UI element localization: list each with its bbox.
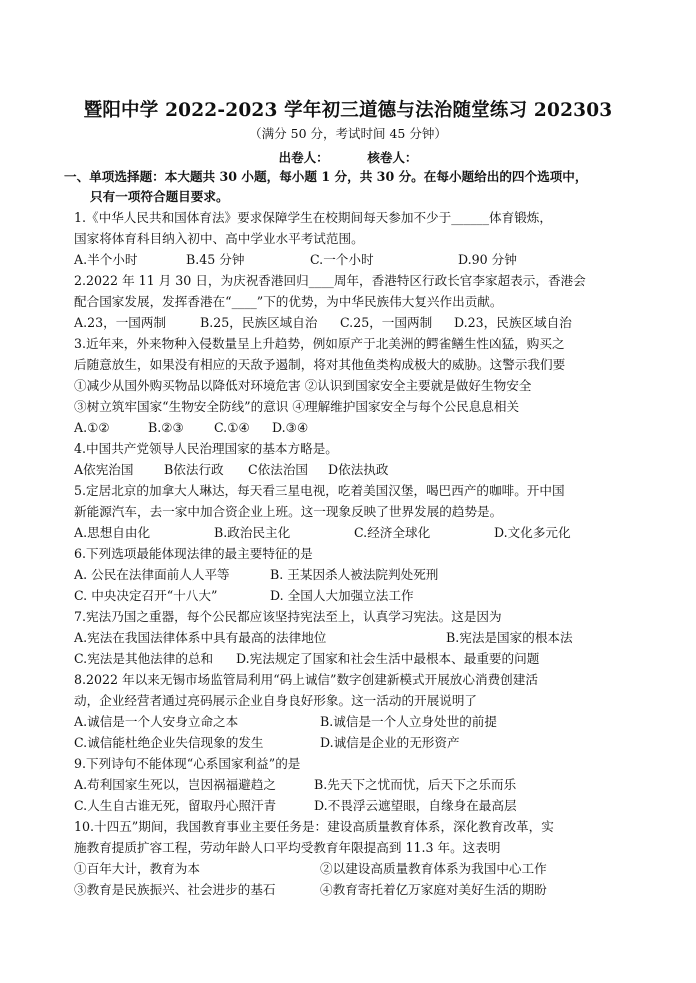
question-8-text: 动，企业经营者通过亮码展示企业自身良好形象。这一活动的开展说明了 — [74, 693, 477, 708]
q10-option-2: ②以建设高质量教育体系为我国中心工作 — [320, 861, 547, 876]
q10-option-4: ④教育寄托着亿万家庭对美好生活的期盼 — [320, 882, 547, 897]
q2-option-c: C.25，一国两制 — [340, 315, 433, 330]
q6-option-c: C. 中央决定召开“十八大” — [74, 588, 218, 603]
q3-option-d: D.③④ — [272, 420, 309, 435]
authors-line — [0, 148, 696, 166]
question-4-text: 4.中国共产党领导人民治理国家的基本方略是。 — [74, 441, 338, 456]
question-7-text: 7.宪法乃国之重器，每个公民都应该坚持宪法至上，认真学习宪法。这是因为 — [74, 609, 502, 624]
question-5-text: 新能源汽车，去一家中加合资企业上班。这一现象反映了世界发展的趋势是。 — [74, 504, 503, 519]
checker-label: 核卷人： — [367, 150, 418, 165]
q5-option-c: C.经济全球化 — [354, 525, 431, 540]
q3-option-c: C.①④ — [214, 420, 250, 435]
q8-option-d: D.诚信是企业的无形资产 — [320, 735, 460, 750]
question-3-text: 3.近年来，外来物种入侵数量呈上升趋势，例如原产于北美洲的鳄雀鳝生性凶猛，购买之 — [74, 336, 565, 351]
q5-option-a: A.思想自由化 — [74, 525, 151, 540]
question-10-text: 10.十四五”期间，我国教育事业主要任务是：建设高质量教育体系，深化教育改革，实 — [74, 819, 554, 834]
setter-label: 出卷人： — [278, 150, 329, 165]
q1-option-b: B.45 分钟 — [186, 252, 245, 267]
q1-option-c: C.一个小时 — [310, 252, 374, 267]
q2-option-a: A.23，一国两制 — [74, 315, 167, 330]
q9-option-d: D.不畏浮云遮望眼，自缘身在最高层 — [314, 798, 517, 813]
question-2-text: 2.2022 年 11 月 30 日，为庆祝香港回归____周年，香港特区行政长官李家超表示，香港会 — [74, 273, 586, 288]
q4-option-a: A依宪治国 — [74, 462, 134, 477]
q8-option-a: A.诚信是一个人安身立命之本 — [74, 714, 239, 729]
question-5-text: 5.定居北京的加拿大人琳达，每天看三星电视，吃着美国汉堡，喝巴西产的咖啡。开中国 — [74, 483, 565, 498]
q7-option-c: C.宪法是其他法律的总和 — [74, 651, 214, 666]
question-9-text: 9.下列诗句不能体现“心系国家利益”的是 — [74, 756, 301, 771]
question-8-text: 8.2022 年以来无锡市场监管局利用“码上诚信”数字创建新模式开展放心消费创建活 — [74, 672, 538, 687]
section-heading: 一、单项选择题：本大题共 30 小题，每小题 1 分，共 30 分。在每小题给出的四个选项中， — [64, 169, 588, 184]
question-6-text: 6.下列选项最能体现法律的最主要特征的是 — [74, 546, 313, 561]
question-1-text: 1.《中华人民共和国体育法》要求保障学生在校期间每天参加不少于______体育锻炼， — [74, 210, 552, 225]
question-1-text: 国家将体育科目纳入初中、高中学业水平考试范围。 — [74, 231, 364, 246]
q2-option-b: B.25，民族区域自治 — [200, 315, 318, 330]
q5-option-b: B.政治民主化 — [214, 525, 291, 540]
q4-option-c: C依法治国 — [248, 462, 309, 477]
exam-subtitle: （满分 50 分，考试时间 45 分钟） — [249, 126, 447, 141]
question-3-text: ③树立筑牢国家“生物安全防线”的意识 ④理解维护国家安全与每个公民息息相关 — [74, 399, 520, 414]
q7-option-d: D.宪法规定了国家和社会生活中最根本、最重要的问题 — [236, 651, 540, 666]
question-10-text: 施教育提质扩容工程，劳动年龄人口平均受教育年限提高到 11.3 年。这表明 — [74, 840, 501, 855]
q6-option-a: A. 公民在法律面前人人平等 — [74, 567, 230, 582]
q4-option-b: B依法行政 — [164, 462, 224, 477]
q9-option-c: C.人生自古谁无死，留取丹心照汗青 — [74, 798, 277, 813]
q10-option-3: ③教育是民族振兴、社会进步的基石 — [74, 882, 276, 897]
q5-option-d: D.文化多元化 — [494, 525, 571, 540]
q9-option-a: A.苟利国家生死以，岂因祸福避趋之 — [74, 777, 277, 792]
q8-option-c: C.诚信能杜绝企业失信现象的发生 — [74, 735, 264, 750]
q1-option-d: D.90 分钟 — [458, 252, 517, 267]
q8-option-b: B.诚信是一个人立身处世的前提 — [320, 714, 497, 729]
q4-option-d: D依法执政 — [328, 462, 389, 477]
question-3-text: ①减少从国外购买物品以降低对环境危害 ②认识到国家安全主要就是做好生物安全 — [74, 378, 532, 393]
q7-option-b: B.宪法是国家的根本法 — [446, 630, 573, 645]
q3-option-a: A.①② — [74, 420, 110, 435]
q6-option-d: D. 全国人大加强立法工作 — [270, 588, 414, 603]
question-2-text: 配合国家发展，发挥香港在“____”下的优势，为中华民族伟大复兴作出贡献。 — [74, 294, 503, 309]
q10-option-1: ①百年大计，教育为本 — [74, 861, 200, 876]
q7-option-a: A.宪法在我国法律体系中具有最高的法律地位 — [74, 630, 327, 645]
q6-option-b: B. 王某因杀人被法院判处死刑 — [270, 567, 439, 582]
q2-option-d: D.23，民族区域自治 — [454, 315, 572, 330]
section-heading-cont: 只有一项符合题目要求。 — [90, 189, 229, 204]
q1-option-a: A.半个小时 — [74, 252, 138, 267]
q9-option-b: B.先天下之忧而忧，后天下之乐而乐 — [314, 777, 517, 792]
exam-title: 暨阳中学 2022-2023 学年初三道德与法治随堂练习 202303 — [83, 100, 613, 121]
question-3-text: 后随意放生，如果没有相应的天敌予遏制，将对其他鱼类构成极大的威胁。这警示我们要 — [74, 357, 566, 372]
q3-option-b: B.②③ — [148, 420, 184, 435]
